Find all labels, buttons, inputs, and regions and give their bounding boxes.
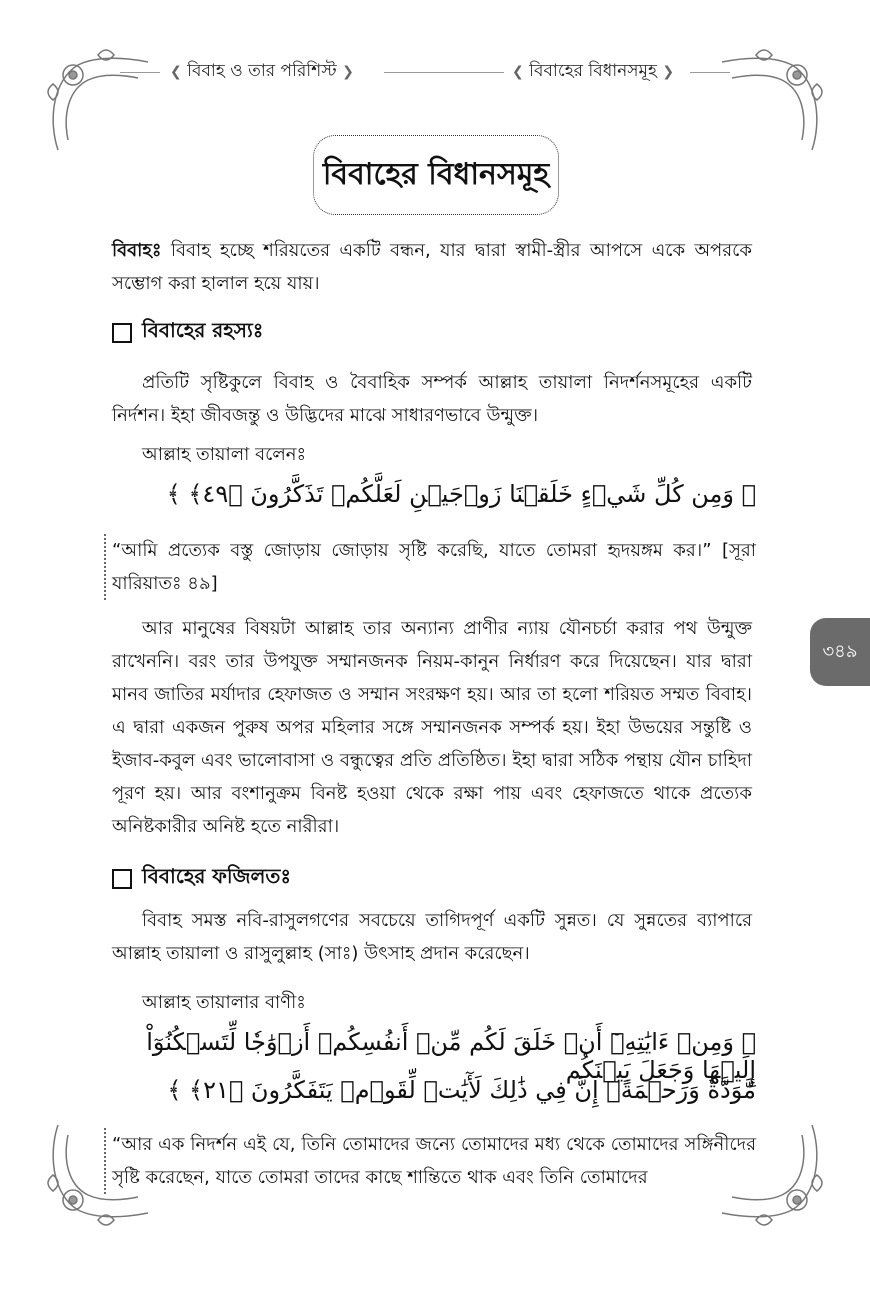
- body-paragraph: প্রতিটি সৃষ্টিকুলে বিবাহ ও বৈবাহিক সম্পর্ক আল্লাহ তায়ালা নিদর্শনসমূহের একটি নির্দশন। ইহা জীবজন্তু ও উদ্ভিদের মাঝে সাধারণভাবে উন্মুক্ত।: [112, 372, 752, 426]
- checkbox-icon: [112, 323, 132, 343]
- body-paragraph: বিবাহ সমস্ত নবি-রাসুলগণের সবচেয়ে তাগিদপূর্ণ একটি সুন্নত। যে সুন্নতের ব্যাপারে আল্লাহ তায়ালা ও রাসুলুল্লাহ (সাঃ) উৎসাহ প্রদান করেছেন।: [112, 910, 752, 964]
- page-number-tab: [810, 618, 870, 686]
- page-number: ৩৪৯: [822, 640, 858, 662]
- arabic-verse: ﴿ وَمِن كُلِّ شَيۡءٍ خَلَقۡنَا زَوۡجَيۡنِ لَعَلَّكُمۡ تَذَكَّرُونَ ﴿٤٩﴾ ﴾: [166, 480, 756, 508]
- verse-translation: “আর এক নিদর্শন এই যে, তিনি তোমাদের জন্যে তোমাদের মধ্য থেকে তোমাদের সঙ্গিনীদের সৃষ্টি করেছেন, যাতে তোমরা তাদের কাছে শান্তিতে থাক এবং তিনি তোমাদের: [104, 1128, 756, 1194]
- header-ornament-icon: ❮: [170, 64, 182, 80]
- section-heading-text: বিবাহের ফজিলতঃ: [142, 864, 292, 888]
- section-heading-text: বিবাহের রহস্যঃ: [142, 318, 264, 342]
- header-divider: [690, 72, 730, 73]
- corner-ornament-top-right: [712, 40, 832, 160]
- intro-paragraph: [112, 234, 752, 300]
- header-left-title: বিবাহ ও তার পরিশিস্ট: [187, 61, 337, 81]
- running-header-left: [170, 58, 354, 86]
- arabic-verse-line: ﴿ وَمِنۡ ءَايَٰتِهِۦٓ أَنۡ خَلَقَ لَكُم مِّنۡ أَنفُسِكُمۡ أَزۡوَٰجٗا لِّتَسۡكُنُوٓاْ إِلَيۡهَا وَجَعَلَ بَيۡنَكُم: [146, 1028, 756, 1084]
- header-ornament-icon: ❮: [512, 64, 524, 80]
- checkbox-icon: [112, 869, 132, 889]
- header-right-title: বিবাহের বিধানসমূহ: [529, 61, 657, 81]
- intro-term: বিবাহঃ: [112, 240, 162, 261]
- header-divider: [120, 72, 160, 73]
- quote-intro: আল্লাহ তায়ালার বাণীঃ: [142, 992, 306, 1013]
- body-paragraph: আর মানুষের বিষয়টা আল্লাহ তার অন্যান্য প্রাণীর ন্যায় যৌনচর্চা করার পথ উন্মুক্ত রাখেননি। বরং তার উপযুক্ত সম্মানজনক নিয়ম-কানুন নির্ধারণ করে দিয়েছেন। যার দ্বারা মানব জাতির মর্যাদার হেফাজত ও সম্মান সংরক্ষণ হয়। আর তা হলো শরিয়ত সম্মত বিবাহ। এ দ্বারা একজন পুরুষ অপর মহিলার সঙ্গে সম্মানজনক সম্পর্ক হয়। ইহা উভয়ের সন্তুষ্টি ও ইজাব-কবুল এবং ভালোবাসা ও বন্ধুত্বের প্রতি প্রতিষ্ঠিত। ইহা দ্বারা সঠিক পন্থায় যৌন চাহিদা পূরণ হয়। আর বংশানুক্রম বিনষ্ট হওয়া থেকে রক্ষা পায় এবং হেফাজতে থাকে প্রত্যেক অনিষ্টকারীর অনিষ্ট হতে নারীরা।: [112, 618, 752, 837]
- quote-intro: আল্লাহ তায়ালা বলেনঃ: [142, 444, 307, 465]
- arabic-verse-line: مَّوَدَّةٗ وَرَحۡمَةًۚ إِنَّ فِي ذَٰلِكَ لَأٓيَٰتٖ لِّقَوۡمٖ يَتَفَكَّرُونَ ﴿٢١﴾ ﴾: [167, 1076, 756, 1104]
- header-ornament-icon: ❯: [662, 64, 675, 80]
- section-heading-virtue: [112, 862, 291, 895]
- intro-text: বিবাহ হচ্ছে শরিয়তের একটি বন্ধন, যার দ্বারা স্বামী-স্ত্রীর আপসে একে অপরকে সম্ভোগ করা হালাল হয়ে যায়।: [112, 240, 752, 294]
- running-header-right: [512, 58, 674, 86]
- verse-translation: “আমি প্রত্যেক বস্তু জোড়ায় জোড়ায় সৃষ্টি করেছি, যাতে তোমরা হৃদয়ঙ্গম কর।” [সূরা যারিয়াতঃ ৪৯]: [104, 534, 756, 600]
- chapter-title-box: [313, 135, 559, 215]
- header-divider: [384, 72, 504, 73]
- section-heading-secret: [112, 316, 263, 349]
- corner-ornament-top-left: [38, 40, 158, 160]
- chapter-title: বিবাহের বিধানসমূহ: [322, 156, 550, 192]
- header-ornament-icon: ❯: [342, 64, 354, 80]
